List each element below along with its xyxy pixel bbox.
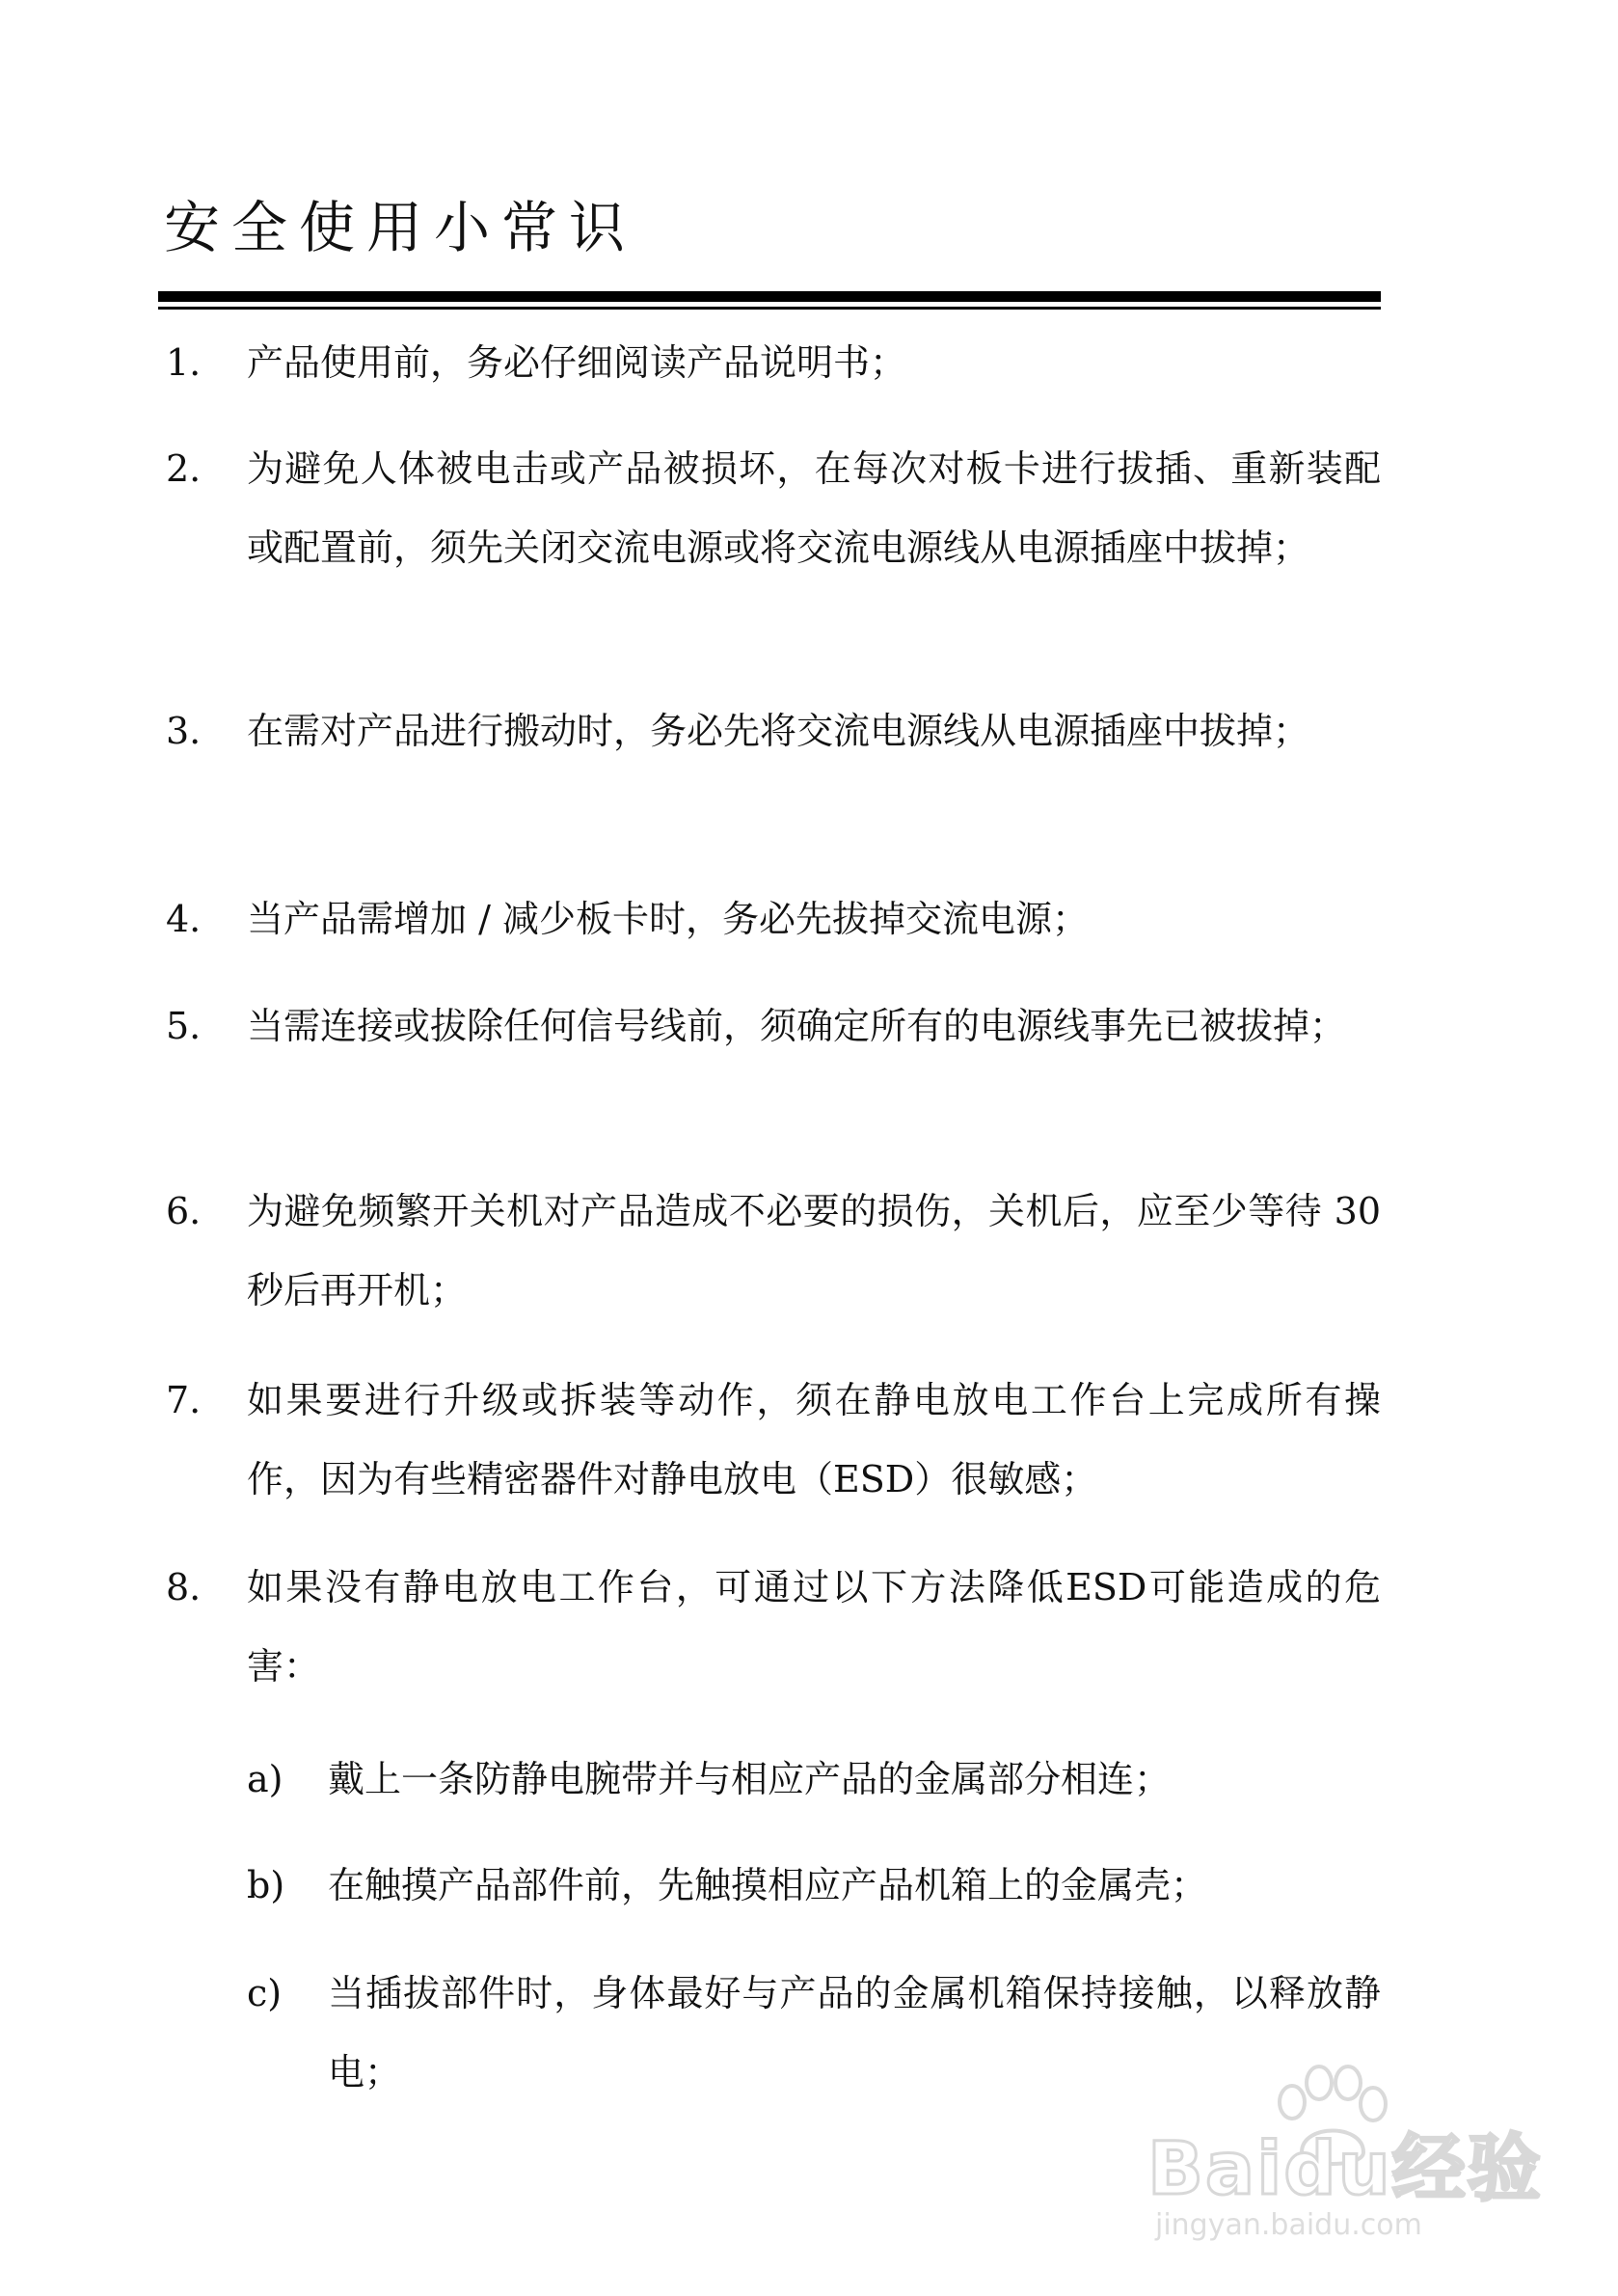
sub-list-item [247, 1846, 1381, 1925]
list-item-text: 在需对产品进行搬动时，务必先将交流电源线从电源插座中拔掉； [247, 710, 1310, 752]
sub-list-item-letter: a) [247, 1758, 283, 1800]
list-item [166, 691, 1381, 770]
list-item-number: 5. [166, 1005, 202, 1047]
list-item [166, 1172, 1381, 1330]
title-rule-thick [158, 291, 1381, 302]
sub-list-item-text: 当插拔部件时，身体最好与产品的金属机箱保持接触，以释放静电； [328, 1972, 1381, 2093]
list-item [166, 323, 1381, 402]
list-item [166, 1548, 1381, 1706]
list-item-number: 8. [166, 1566, 202, 1608]
watermark-url: jingyan.baidu.com [1155, 2208, 1422, 2242]
list-item-text: 产品使用前，务必仔细阅读产品说明书； [247, 341, 907, 384]
list-item [166, 429, 1381, 587]
list-item-number: 3. [166, 710, 202, 752]
title-rule-thin [158, 307, 1381, 310]
page-title: 安全使用小常识 [164, 195, 637, 260]
list-item [166, 986, 1381, 1066]
list-item [166, 879, 1381, 959]
sub-list-item-text: 在触摸产品部件前，先触摸相应产品机箱上的金属壳； [328, 1864, 1208, 1906]
list-item [166, 1361, 1381, 1519]
list-item-number: 1. [166, 341, 202, 384]
baidu-watermark [1147, 2064, 1552, 2256]
sub-list-item-letter: c) [247, 1972, 283, 2014]
list-item-number: 6. [166, 1190, 202, 1232]
list-item-text: 当需连接或拔除任何信号线前，须确定所有的电源线事先已被拔掉； [247, 1005, 1347, 1047]
sub-list-item-text: 戴上一条防静电腕带并与相应产品的金属部分相连； [328, 1758, 1172, 1800]
list-item-text: 如果没有静电放电工作台，可通过以下方法降低ESD可能造成的危害： [247, 1566, 1381, 1688]
list-item-text: 如果要进行升级或拆装等动作，须在静电放电工作台上完成所有操作，因为有些精密器件对静电放电（ESD）很敏感； [247, 1379, 1381, 1500]
sub-list-item [247, 1740, 1381, 1819]
list-item-number: 2. [166, 447, 202, 490]
list-item-text: 为避免人体被电击或产品被损坏，在每次对板卡进行拔插、重新装配或配置前，须先关闭交流电源或将交流电源线从电源插座中拔掉； [247, 447, 1381, 569]
list-item-text: 为避免频繁开关机对产品造成不必要的损伤，关机后，应至少等待 30 秒后再开机； [247, 1190, 1381, 1311]
watermark-brand: Baidu经验 [1147, 2125, 1543, 2211]
list-item-text: 当产品需增加 / 减少板卡时，务必先拔掉交流电源； [247, 898, 1089, 940]
sub-list-item-letter: b) [247, 1864, 285, 1906]
list-item-number: 7. [166, 1379, 202, 1421]
list-item-number: 4. [166, 898, 202, 940]
